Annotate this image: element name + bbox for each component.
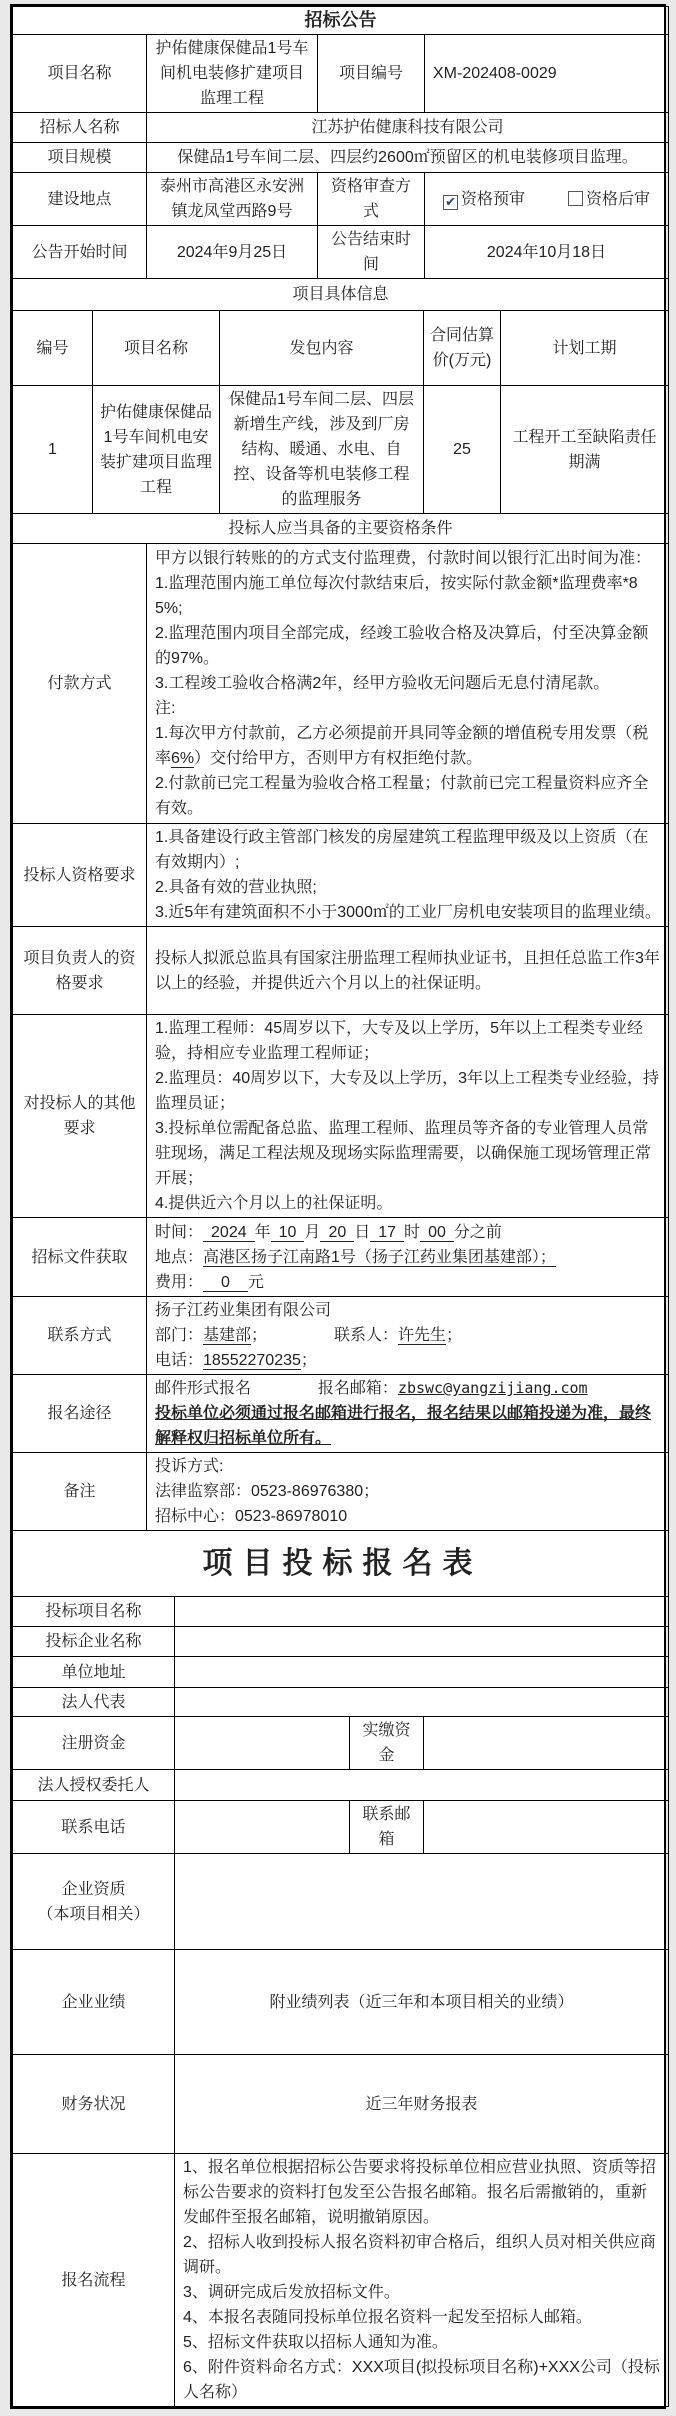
table-row xyxy=(13,1717,669,1770)
table-row xyxy=(13,1218,669,1297)
doc-fee-unit: 元 xyxy=(247,1273,264,1291)
table-row xyxy=(13,279,669,311)
process-line: 3、调研完成后发放招标文件。 xyxy=(183,2284,400,2301)
project-scale-label: 项目规模 xyxy=(13,143,147,173)
contact-company: 扬子江药业集团有限公司 xyxy=(155,1302,332,1319)
table-row xyxy=(13,1854,669,1950)
leader-qualification-label: 项目负责人的资格要求 xyxy=(13,927,147,1015)
announce-end-label: 公告结束时间 xyxy=(318,226,425,279)
signup-email-prefix: 报名邮箱： xyxy=(317,1380,398,1397)
qual-postreview-option-label: 资格后审 xyxy=(585,190,650,208)
column-header-no: 编号 xyxy=(13,311,93,386)
table-row xyxy=(13,113,669,143)
table-row xyxy=(13,1801,669,1854)
doc-time-month: 10 xyxy=(271,1224,305,1242)
contact-tel-line xyxy=(155,1348,662,1373)
payment-line: 注: xyxy=(155,700,176,717)
doc-acquisition-content xyxy=(147,1218,669,1297)
project-no-value: XM-202408-0029 xyxy=(425,35,669,113)
doc-time-hour: 17 xyxy=(370,1224,404,1242)
project-no-label: 项目编号 xyxy=(318,35,425,113)
doc-place-value: 高港区扬子江南路1号（扬子江药业集团基建部）； xyxy=(203,1248,556,1266)
table-row xyxy=(13,1657,669,1688)
authorized-agent-value xyxy=(175,1770,669,1801)
detail-row-content: 保健品1号车间二层、四层新增生产线，涉及到厂房结构、暖通、水电、自控、设备等机电装修工程的监理服务 xyxy=(220,386,424,514)
column-header-duration: 计划工期 xyxy=(501,311,669,386)
table-row xyxy=(13,1375,669,1453)
contact-phone-label: 联系电话 xyxy=(13,1801,175,1854)
column-header-name: 项目名称 xyxy=(93,311,220,386)
table-row xyxy=(13,35,669,113)
bidder-qual-line: 1.具备建设行政主管部门核发的房屋建筑工程监理甲级及以上资质（在有效期内）; xyxy=(155,829,649,871)
signup-method-line xyxy=(155,1376,662,1401)
project-name-value: 护佑健康保健品1号车间机电装修扩建项目监理工程 xyxy=(147,35,318,113)
doc-time-unit: 年 xyxy=(254,1223,271,1241)
doc-time-line xyxy=(155,1220,662,1245)
table-row xyxy=(13,226,669,279)
other-req-line: 4.提供近六个月以上的社保证明。 xyxy=(155,1195,393,1212)
signup-method: 邮件形式报名 xyxy=(155,1380,252,1397)
bid-company-label: 投标企业名称 xyxy=(13,1627,175,1657)
payment-note-underlined: 6% xyxy=(171,750,195,767)
contact-tel-prefix: 电话： xyxy=(155,1352,204,1369)
announce-start-label: 公告开始时间 xyxy=(13,226,147,279)
table-row xyxy=(13,1688,669,1717)
financial-status-value: 近三年财务报表 xyxy=(175,2055,669,2154)
tenderee-label: 招标人名称 xyxy=(13,113,147,143)
table-row xyxy=(13,2154,669,2407)
company-qualification-label-line1: 企业资质 xyxy=(61,1880,126,1898)
detail-row-name: 护佑健康保健品1号车间机电安装扩建项目监理工程 xyxy=(93,386,220,514)
contact-person-prefix: 联系人： xyxy=(333,1327,398,1344)
doc-acquisition-label: 招标文件获取 xyxy=(13,1218,147,1297)
signup-channel-label: 报名途径 xyxy=(13,1375,147,1453)
signup-process-label: 报名流程 xyxy=(13,2154,175,2407)
project-detail-table xyxy=(12,278,669,514)
table-row xyxy=(13,824,669,927)
other-requirements-content xyxy=(147,1015,669,1218)
other-req-line: 2.监理员：40周岁以下，大专及以上学历，3年以上工程类专业经验，持监理员证； xyxy=(155,1070,660,1112)
table-row xyxy=(13,1015,669,1218)
remark-line: 法律监察部：0523-86976380； xyxy=(155,1483,380,1500)
process-line: 4、本报名表随同投标单位报名资料一起发至招标人邮箱。 xyxy=(183,2309,592,2326)
process-line: 6、附件资料命名方式：XXX项目(拟投标项目名称)+XXX公司（投标人名称） xyxy=(183,2359,660,2401)
legal-rep-label: 法人代表 xyxy=(13,1688,175,1717)
conditions-table xyxy=(12,513,669,1531)
company-performance-value: 附业绩列表（近三年和本项目相关的业绩） xyxy=(175,1950,669,2055)
announce-start-value: 2024年9月25日 xyxy=(147,226,318,279)
registration-form-table xyxy=(12,1596,669,2407)
announcement-table xyxy=(12,6,669,279)
contact-dept-value: 基建部 xyxy=(203,1327,252,1344)
tenderee-value: 江苏护佑健康科技有限公司 xyxy=(147,113,669,143)
remark-line: 招标中心：0523-86978010 xyxy=(155,1508,348,1525)
legal-rep-value xyxy=(175,1688,669,1717)
contact-separator: ； xyxy=(251,1327,268,1344)
remark-label: 备注 xyxy=(13,1453,147,1531)
bidder-qual-line: 2.具备有效的营业执照; xyxy=(155,879,317,896)
form-title: 项目投标报名表 xyxy=(13,1531,669,1597)
table-row xyxy=(13,1950,669,2055)
paid-capital-value xyxy=(424,1717,669,1770)
column-header-price: 合同估算价(万元) xyxy=(424,311,501,386)
table-row xyxy=(13,2055,669,2154)
checkbox-unchecked-icon[interactable] xyxy=(568,191,583,206)
payment-note-text: 1.每次甲方付款前，乙方必须提前开具同等金额的增值税专用发票（税率 xyxy=(155,725,649,767)
signup-process-content xyxy=(175,2154,669,2407)
table-row xyxy=(13,386,669,514)
registered-capital-value xyxy=(175,1717,350,1770)
contact-phone-value xyxy=(175,1801,350,1854)
doc-fee-value: 0 xyxy=(203,1274,248,1292)
doc-fee-line xyxy=(155,1270,662,1295)
contact-label: 联系方式 xyxy=(13,1297,147,1375)
bidder-qualification-content xyxy=(147,824,669,927)
other-req-line: 1.监理工程师：45周岁以下，大专及以上学历，5年以上工程类专业经验，持相应专业监理工程师证； xyxy=(155,1020,644,1062)
doc-place-line xyxy=(155,1245,662,1270)
payment-line: 3.工程竣工验收合格满2年，经甲方验收无问题后无息付清尾款。 xyxy=(155,675,610,692)
table-row xyxy=(13,1627,669,1657)
location-value: 泰州市高港区永安洲镇龙凤堂西路9号 xyxy=(147,173,318,226)
tender-document xyxy=(10,4,666,2409)
doc-time-prefix: 时间： xyxy=(155,1223,204,1241)
table-row xyxy=(13,1531,669,1597)
company-qualification-value xyxy=(175,1854,669,1950)
table-row xyxy=(13,173,669,226)
column-header-content: 发包内容 xyxy=(220,311,424,386)
doc-time-unit: 分之前 xyxy=(453,1223,502,1241)
qualification-review-options xyxy=(425,173,669,226)
bid-project-label: 投标项目名称 xyxy=(13,1597,175,1627)
process-line: 5、招标文件获取以招标人通知为准。 xyxy=(183,2334,448,2351)
contact-person-value: 许先生 xyxy=(397,1327,446,1344)
detail-row-no: 1 xyxy=(13,386,93,514)
doc-time-day: 20 xyxy=(320,1224,354,1242)
table-row xyxy=(13,927,669,1015)
contact-dept-prefix: 部门： xyxy=(155,1327,204,1344)
table-row xyxy=(13,143,669,173)
table-row xyxy=(13,1453,669,1531)
qual-prereview-option-label: 资格预审 xyxy=(461,190,526,208)
leader-qualification-content: 投标人拟派总监具有国家注册监理工程师执业证书，且担任总监工作3年以上的经验，并提供近六个月以上的社保证明。 xyxy=(147,927,669,1015)
detail-row-price: 25 xyxy=(424,386,501,514)
bid-company-value xyxy=(175,1627,669,1657)
contact-email-label: 联系邮箱 xyxy=(350,1801,424,1854)
payment-method-label: 付款方式 xyxy=(13,544,147,824)
company-address-value xyxy=(175,1657,669,1688)
doc-time-unit: 日 xyxy=(354,1223,371,1241)
form-title-table xyxy=(12,1530,669,1597)
company-qualification-label-line2: （本项目相关） xyxy=(37,1905,150,1923)
remark-content xyxy=(147,1453,669,1531)
doc-time-unit: 月 xyxy=(304,1223,321,1241)
doc-place-prefix: 地点： xyxy=(155,1248,204,1266)
contact-tel-value: 18552270235 xyxy=(203,1352,301,1369)
company-performance-label: 企业业绩 xyxy=(13,1950,175,2055)
payment-note-text: ）交付给甲方，否则甲方有权拒绝付款。 xyxy=(194,750,483,767)
table-row xyxy=(13,544,669,824)
table-row xyxy=(13,514,669,544)
bidder-qual-line: 3.近5年有建筑面积不小于3000㎡的工业厂房机电安装项目的监理业绩。 xyxy=(155,904,661,921)
bidder-qualification-label: 投标人资格要求 xyxy=(13,824,147,927)
paid-capital-label: 实缴资金 xyxy=(350,1717,424,1770)
table-row xyxy=(13,311,669,386)
contact-content xyxy=(147,1297,669,1375)
authorized-agent-label: 法人授权委托人 xyxy=(13,1770,175,1801)
signup-notice: 投标单位必须通过报名邮箱进行报名，报名结果以邮箱投递为准，最终解释权归招标单位所有。 xyxy=(155,1405,652,1447)
project-name-label: 项目名称 xyxy=(13,35,147,113)
doc-time-minute: 00 xyxy=(420,1224,454,1242)
detail-row-duration: 工程开工至缺陷责任期满 xyxy=(501,386,669,514)
contact-separator: ； xyxy=(300,1352,317,1369)
payment-note-line xyxy=(155,721,662,771)
company-qualification-label xyxy=(13,1854,175,1950)
contact-separator: ； xyxy=(445,1327,462,1344)
table-row xyxy=(13,1597,669,1627)
other-requirements-label: 对投标人的其他要求 xyxy=(13,1015,147,1218)
signup-channel-content xyxy=(147,1375,669,1453)
contact-dept-person-line xyxy=(155,1323,662,1348)
registered-capital-label: 注册资金 xyxy=(13,1717,175,1770)
doc-time-unit: 时 xyxy=(404,1223,421,1241)
announce-end-value: 2024年10月18日 xyxy=(425,226,669,279)
detail-section-header: 项目具体信息 xyxy=(13,279,669,311)
conditions-section-header: 投标人应当具备的主要资格条件 xyxy=(13,514,669,544)
table-row xyxy=(13,1770,669,1801)
process-line: 1、报名单位根据招标公告要求将投标单位相应营业执照、资质等招标公告要求的资料打包发至公告报名邮箱。报名后需撤销的，重新发邮件至报名邮箱，说明撤销原因。 xyxy=(183,2159,656,2226)
bid-project-value xyxy=(175,1597,669,1627)
payment-line: 甲方以银行转账的的方式支付监理费，付款时间以银行汇出时间为准： xyxy=(155,550,652,567)
other-req-line: 3.投标单位需配备总监、监理工程师、监理员等齐备的专业管理人员常驻现场，满足工程法规及现场实际监理需要，以确保施工现场管理正常开展； xyxy=(155,1120,652,1187)
announcement-title: 招标公告 xyxy=(13,7,669,35)
doc-fee-prefix: 费用： xyxy=(155,1273,204,1291)
payment-method-content xyxy=(147,544,669,824)
payment-line: 2.监理范围内项目全部完成，经竣工验收合格及决算后，付至决算金额的97%。 xyxy=(155,625,649,667)
project-scale-value: 保健品1号车间二层、四层约2600㎡预留区的机电装修项目监理。 xyxy=(147,143,669,173)
company-address-label: 单位地址 xyxy=(13,1657,175,1688)
contact-email-value xyxy=(424,1801,669,1854)
qualification-review-label: 资格审查方式 xyxy=(318,173,425,226)
financial-status-label: 财务状况 xyxy=(13,2055,175,2154)
payment-line: 1.监理范围内施工单位每次付款结束后，按实际付款金额*监理费率*85%; xyxy=(155,575,638,617)
signup-email-value: zbswc@yangzijiang.com xyxy=(397,1379,588,1397)
process-line: 2、招标人收到投标人报名资料初审合格后，组织人员对相关供应商调研。 xyxy=(183,2234,656,2276)
checkbox-checked-icon[interactable]: ✔ xyxy=(443,195,458,210)
table-row xyxy=(13,1297,669,1375)
doc-time-year: 2024 xyxy=(203,1224,255,1242)
payment-note-line: 2.付款前已完工程量为验收合格工程量；付款前已完工程量资料应齐全有效。 xyxy=(155,775,649,817)
remark-line: 投诉方式: xyxy=(155,1458,224,1475)
location-label: 建设地点 xyxy=(13,173,147,226)
table-row xyxy=(13,7,669,35)
